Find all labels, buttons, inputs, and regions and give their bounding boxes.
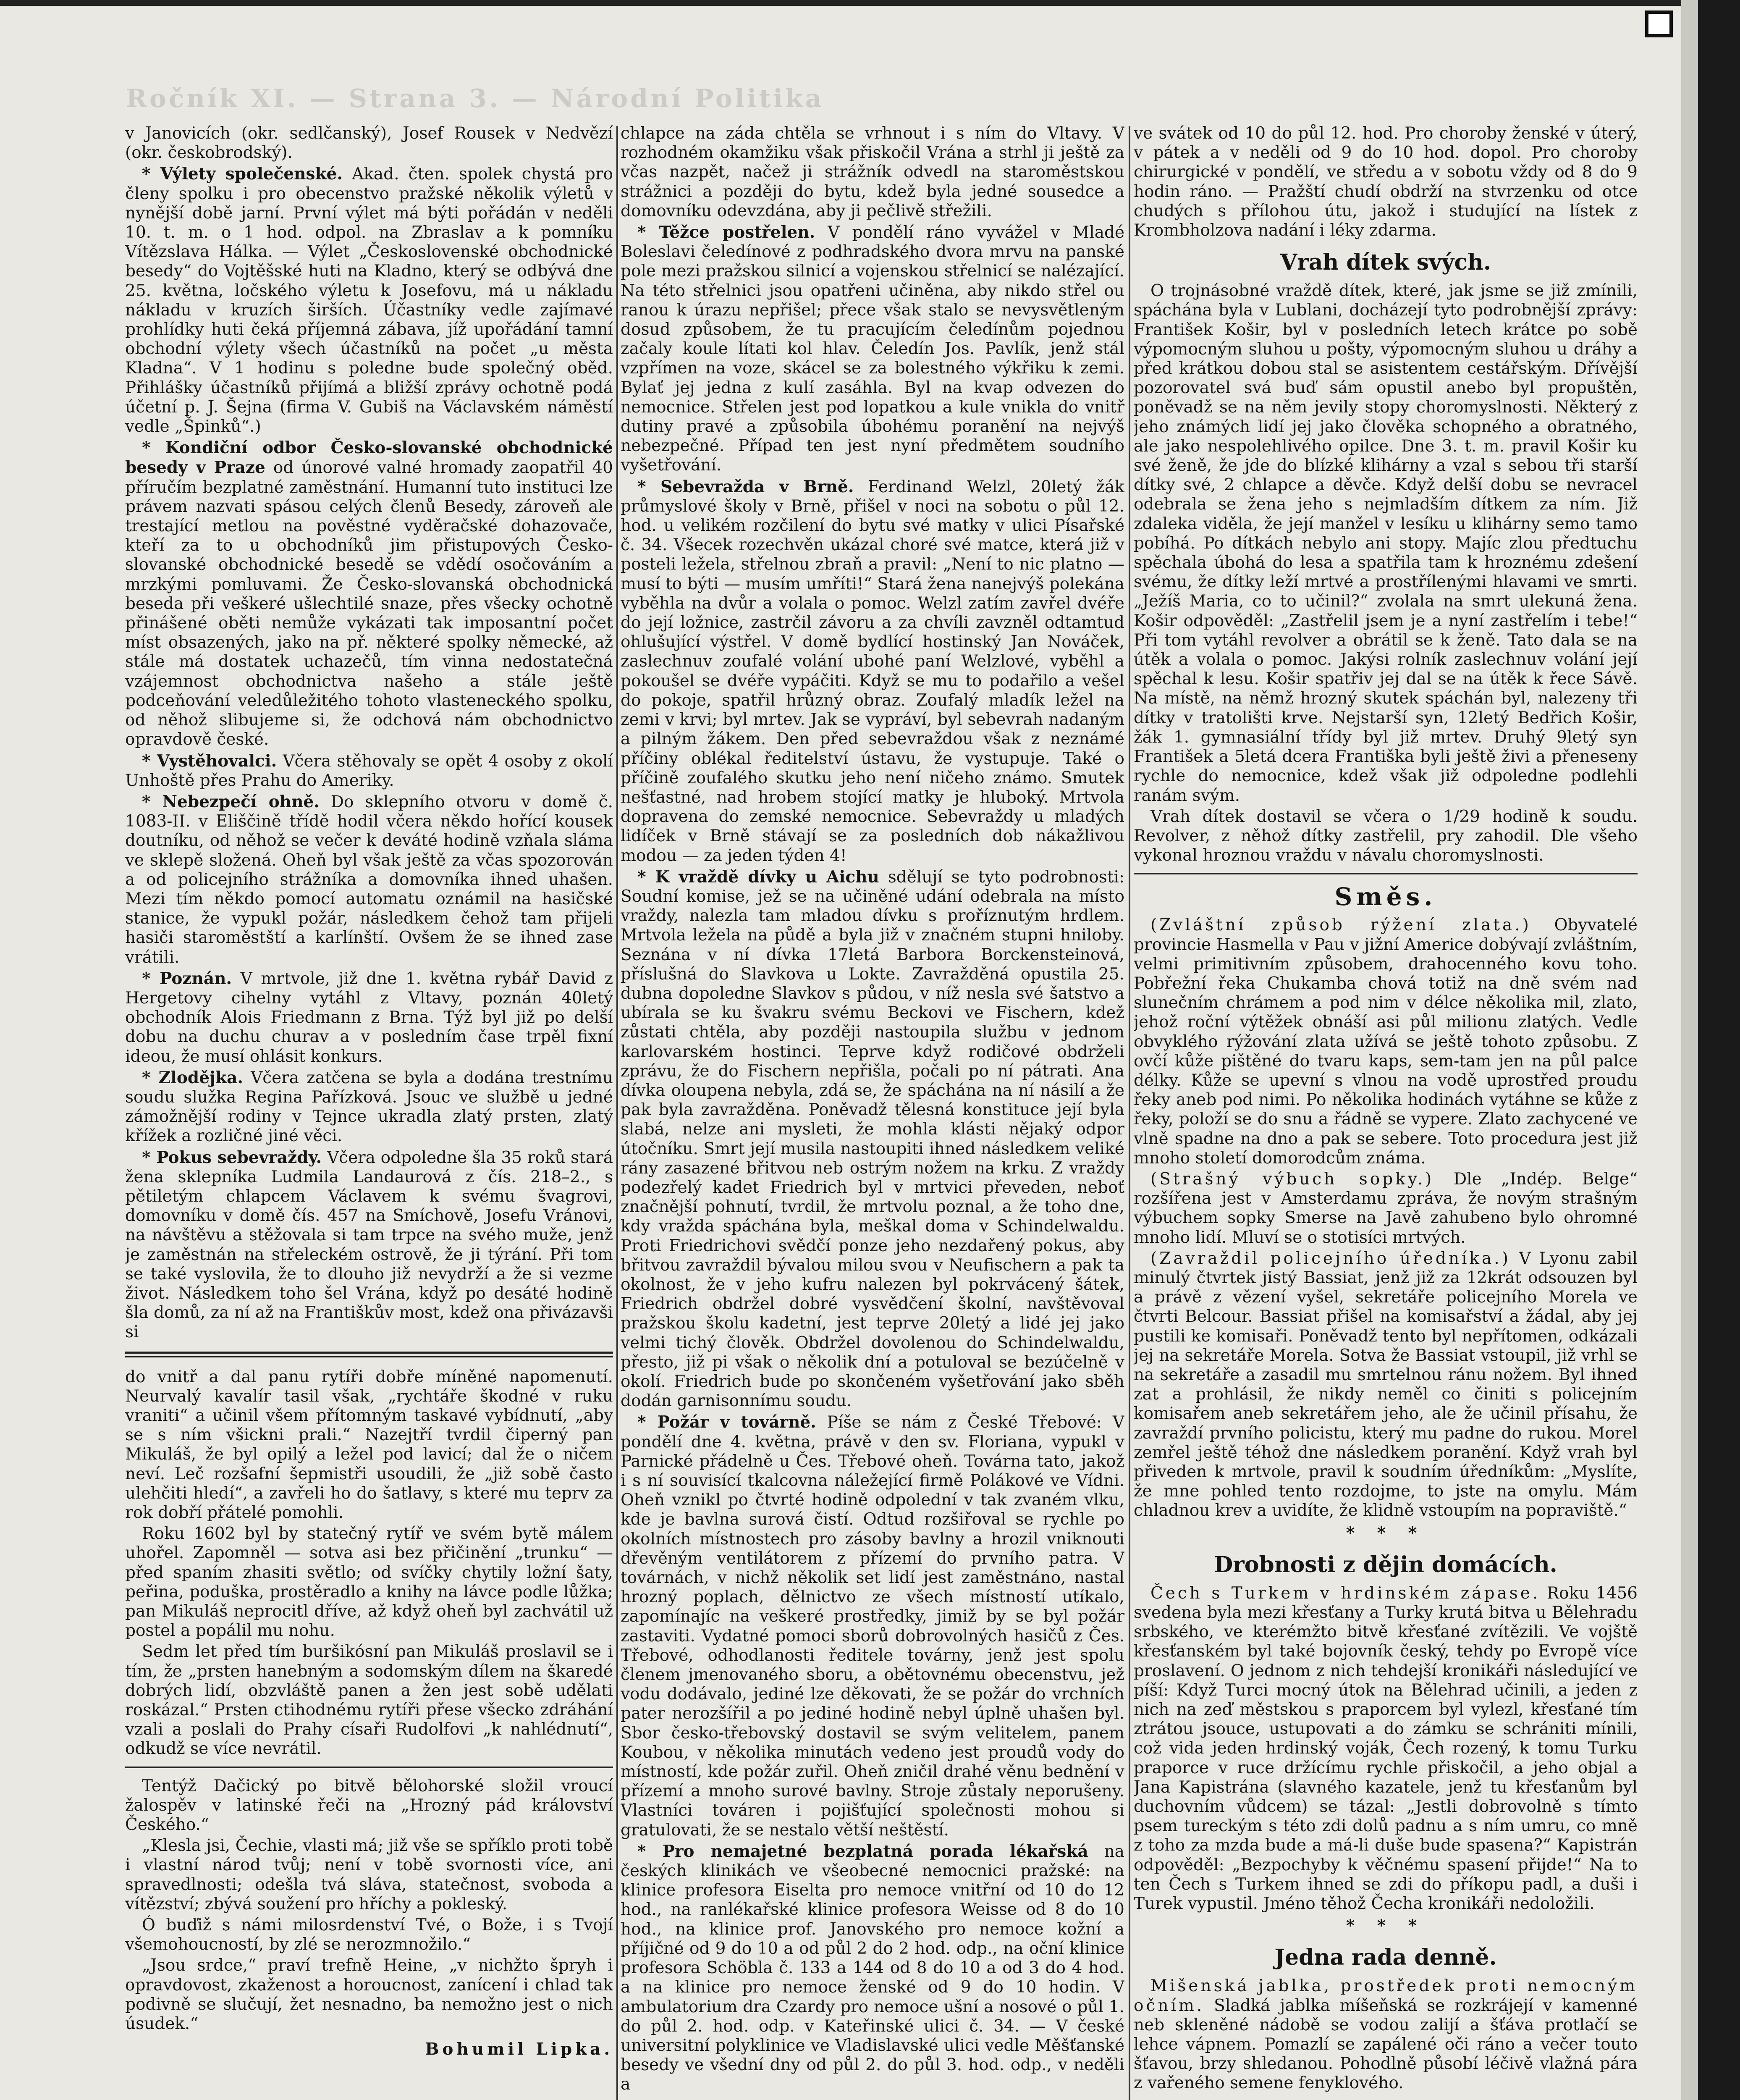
news-item-heading: * Pokus sebevraždy. (142, 1147, 322, 1167)
advice-item-heading: Mišenská jablka, prostředek proti nemocným očním. (1134, 1977, 1638, 2015)
news-item (621, 867, 1124, 1411)
misc-item-body: V Lyonu zabil minulý čtvrtek jistý Bassiat, jenž již za 12krát odsouzen byl a právě z vězení vyšel, sekretáře policejního Morela ve čtvrti Belcour. Bassiat přišel na komisařství a žádal, aby jej pustili ke komisaři. Poněvadž tento byl nepřítomen, odkázali jej na sekretáře Morela. Sotva že Bassiat vstoupil, již vrhl se na sekretáře a zasadil mu smrtelnou ránu nožem. Byl ihned zat a prohlásil, že nikdy neměl co činiti s policejním komisařem aneb sekretářem jeho, ale že učinil přísahu, že zavraždí prvního policistu, který mu padne do rukou. Morel zemřel ještě téhož dne následkem poranění. Když vrah byl přiveden k mrtvole, pravil k soudním úředníkům: „Myslíte, že mne pohled tento rozdojme, to jste na omylu. Mám chladnou krev a uvidíte, že klidně vstoupím na popraviště.“ (1134, 1249, 1638, 1520)
misc-item-heading: (Strašný výbuch sopky.) (1150, 1169, 1434, 1189)
section-stars: * * * (1346, 1916, 1426, 1936)
scan-gutter (1681, 0, 1698, 2100)
news-item-body: Akad. čten. spolek chystá pro členy spolku i pro obecenstvo pražské několik výletů v nynější době jarní. První výlet má býti pořádán v neděli 10. t. m. o 1 hod. odpol. na Zbraslav a k pomníku Vítězslava Hálka. — Výlet „Československé obchodnické besedy“ do Vojtěšské huti na Kladno, který se odbývá dne 25. května, ločského výletu k Josefovu, má u nákladu nákladu v kruzích širších. Účastníky vedle zajímavé prohlídky huti čeká příjemná zábava, jíž upořádání tamní obchodní výlety všech účastníků na počet „u města Kladna“. V 1 hodinu s poledne bude společný oběd. Přihlášky účastníků přijímá a bližší zprávy ochotně podá účetní p. J. Šejna (firma V. Gubiš na Václavském náměstí vedle „Špinků“.) (125, 165, 613, 436)
history-item-body: Roku 1456 svedena byla mezi křesťany a Turky krutá bitva u Bělehradu srbského, ve kterémžto bitvě křesťané zvítězili. Ve vojště křesťanském byl také bojovník český, tehdy po Evropě více proslavení. O jednom z nich tehdejší kronikáři následující ve píší: Když Turci mocný útok na Bělehrad učinili, a jeden z nich na zeď městskou s praporcem byl vylezl, křesťané tím ztrátou jsouce, ustupovati a do zámku se schrániti mínili, což vida jeden hrdinský voják, Čech rozený, k tomu Turku praporce v ruce držícímu rychle přiskočil, a jeho objal a Jana Kapistrána (slavného kazatele, jenž tu křesťanům byl duchovním vůdcem) se tázal: „Jestli dobrovolně s tímto psem tureckým s této zdi dolů padnu a s ním umru, co mně z toho za mzda bude a má-li duše bude spasena?“ Kapistrán odpověděl: „Bezpochyby k věčnému spasení přijde!“ Na to ten Čech s Turkem ihned se zdi do příkopu padl, a duši i Turek vypustil. Jméno těhož Čecha kronikáři nedoložili. (1134, 1583, 1638, 1914)
news-item-heading: * Vystěhovalci. (142, 751, 277, 771)
feuilleton-paragraph: do vnitř a dal panu rytíři dobře míněné napomenutí. Neurvalý kavalír tasil však, „rychtáře škodné v ruku vraniti“ a učinil všem přítomným taskavé vybídnutí, „aby se s ním všickni prali.“ Nazejtří tvrdil čiperný pan Mikuláš, že byl opilý a ležel pod lavicí; dal že o ničem neví. Leč rozšafní šepmistři usoudili, že „již sobě často ulehčiti hledí“, a zavřeli ho do šatlavy, s které mu teprv za rok dobří přátelé pomohli. (125, 1367, 613, 1522)
news-item (125, 1068, 613, 1146)
feuilleton-paragraph: Tentýž Dačický po bitvě bělohorské složil vroucí žalospěv v latinské řeči na „Hrozný pád království Českého.“ (125, 1776, 613, 1835)
news-item (125, 792, 613, 967)
news-item-body: Ferdinand Welzl, 20letý žák průmyslové školy v Brně, přišel v noci na sobotu o půl 12. hod. u velikém rozčilení do bytu své matky v ulici Písařské č. 34. Všecek rozechvěn ukázal choré své matce, která již v posteli ležela, střelnou zbraň a pravil: „Není to nic platno — musí to býti — musím umříti!“ Stará žena nanejvýš polekána vyběhla na dvůr a volala o pomoc. Welzl zatím zavřel dvéře do její ložnice, zastrčil závoru a za chvíli zavzněl odtamtud ohlušující výstřel. V domě bydlící hostinský Jan Nováček, zaslechnuv zoufalé volání ubohé paní Welzlové, vyběhl a pokoušel se dvéře vypáčiti. Když se mu to podařilo a vešel do pokoje, spatřil hrůzný obraz. Zoufalý mladík ležel na zemi v krvi; byl mrtev. Jak se vypráví, byl sebevrah nadaným a pilným žákem. Den před sebevraždou však z neznámé příčiny oblékal ředitelství ústavu, že vystupuje. Také o příčině zoufalého skutku jeho není ničeho známo. Smutek nešťastné, nad hrobem stojící matky je hluboký. Mrtvola dopravena do zemské nemocnice. Sebevraždy u mladých lidíček v Brně stávají se za posledních dob nákažlivou modou — za jeden týden 4! (621, 477, 1124, 865)
news-item-body: sdělují se tyto podrobnosti: Soudní komise, jež se na učiněné udání odebrala na místo vraždy, nalezla tam mladou dívku s proříznutým hrdlem. Mrtvola ležela na půdě a byla již v značném stupni hniloby. Seznána v ní dívka 17letá Barbora Borckensteinová, příslušná do Slavkova u Lokte. Zavražděná opustila 25. dubna dopoledne Slavkov s půdou, v níž nesla své šatstvo a ubírala se ku švakru svému Beckovi ve Fischern, kdež zůstati chtěla, aby později nastoupila službu v jednom karlovarském hostinci. Teprve když rodičové obdrželi zprávu, že do Fischern nepřišla, počali po ní pátrati. Ana dívka oloupena nebyla, zdá se, že spáchána na ní násilí a že pak byla zavražděna. Poněvadž tělesná konstituce její byla slabá, nelze ani mysleti, že mohla klásti nějaký odpor útočníku. Smrt její musila nastoupiti ihned následkem veliké rány zasazené břitvou neb ostrým nožem na krku. Z vraždy podezřelý kadet Friedrich byl v mrtvici převeden, neboť značnější pohnutí, tvrdil, že mrtvolu poznal, a že toho dne, kdy vražda spáchána byla, meškal doma v Schindelwaldu. Proti Friedrichovi svědčí ponze jeho nezdařený pokus, aby břitvou zavraždil bývalou milou svou v Neufischern a pak ta okolnost, že v jeho kufru nalezen byl pokrvácený šátek, Friedrich obdržel dobré vysvědčení školní, navštěvoval pražskou školu kadetní, jest teprve 20letý a lidé jej jako velmi tichý člověk. Obdržel dovolenou do Schindelwaldu, přesto, již pi však o několik dní a potuloval se bezúčelně v okolí. Friedrich bude po skončeném vyšetřování jako sběh dodán garnisonnímu soudu. (621, 867, 1124, 1411)
misc-item-body: Obyvatelé provincie Hasmella v Pau v jižní Americe dobývají zvláštním, velmi primitivním způsobem, drahocenného kovu toho. Pobřežní řeka Chukamba chová totiž na dně svém nad slunečním chrámem a pod nim v délce několika mil, zlato, jehož roční výtěžek obnáší asi půl milionu zlatých. Vedle obvyklého rýžování zlata užívá se ještě tohoto způsobu. Z ovčí kůže pištěné do tvaru kaps, sem-tam jen na půl palce délky. Kůže se upevní s vlnou na vodě uprostřed proudu řeky aneb pod nimi. Po několika hodinách vytáhne se kůže z řeky, položí se do snu a řádně se vypere. Zlato zachycené ve vlně spadne na dno a pak se sebere. Toto procedura jest již mnoho století domorodcům známa. (1134, 916, 1638, 1168)
news-item-body: Do sklepního otvoru v domě č. 1083-II. v Eliščině třídě hodil včera někdo hořící kousek doutníku, od něhož se večer k deváté hodině vzňala sláma ve sklepě složená. Oheň byl však ještě za včas spozorován a od policejního strážníka a domovníka ihned uhašen. Mezi tím někdo pomocí automatu oznámil na hasičské stanice, že vypukl požár, následkem čehož tam přijeli hasiči staroměstští a karlínští. Ovšem že se ihned zase vrátili. (125, 792, 613, 967)
news-item-heading: * Poznán. (142, 969, 232, 988)
column-rule-2 (1129, 126, 1130, 2100)
news-item-body: V pondělí ráno vyvážel v Mladé Boleslavi čeledínové z podhradského dvora mrvu na panské pole mezi pražskou silnicí a vojenskou střelnicí se nalézající. Na této střelnici jsou opatřeni učiněna, aby nikdo střel ou ranou k úrazu nepřišel; přece však stalo se nevysvětleným dosud způsobem, že tu pracujícím čeledínům pojednou začaly koule lítati kol hlav. Čeledín Jos. Pavlík, jenž stál vzpřímen na voze, skácel se za bolestného výkřiku k zemi. Bylať jej jedna z kulí zasáhla. Byl na kvap odvezen do nemocnice. Střelen jest pod lopatkou a kule vnikla do vnitř dutiny pravé a způsobila úbohému poranění na nejvýš nebezpečné. Případ ten jest nyní předmětem soudního vyšetřování. (621, 223, 1124, 475)
section-divider (125, 1767, 613, 1768)
column-rule-1 (616, 126, 618, 2100)
misc-item (1134, 1170, 1638, 1247)
news-item (621, 1412, 1124, 1840)
scan-corner-mark (1645, 10, 1673, 37)
feuilleton-paragraph: Roku 1602 byl by statečný rytíř ve svém bytě málem uhořel. Zapomněl — sotva asi bez přičinění „trunku“ — před spaním zhasiti světlo; od svíčky chytily ložní šaty, peřina, poduška, prostěradlo a knihy na lávce podle lůžka; pan Mikuláš neprocitl dříve, až když oheň byl zachvátil už postel a popálil mu nohu. (125, 1524, 613, 1641)
advice-item (1134, 1977, 1638, 2093)
section-title-rada: Jedna rada denně. (1274, 1945, 1497, 1971)
news-item: chlapce na záda chtěla se vrhnout i s ním do Vltavy. V rozhodném okamžiku však přiskočil Vrána a strhl ji ještě za včas nazpět, načež ji strážník odvedl na staroměstskou strážnici a později do bytu, kdež byla jedné sousedce a domovníku odevzdána, aby ji pečlivě střežili. (621, 124, 1124, 220)
news-item: ve svátek od 10 do půl 12. hod. Pro choroby ženské v úterý, v pátek a v neděli od 9 do 10 hod. dopol. Pro choroby chirurgické v pondělí, ve středu a v sobotu vždy od 8 do 9 hodin ráno. — Pražští chudí obdrží na stvrzenku od otce chudých s přílohou útu, jakož i studující na lístek z Krombholzova nadání i léky zdarma. (1134, 124, 1638, 240)
news-item (621, 1842, 1124, 2095)
article-paragraph: Vrah dítek dostavil se včera o 1/29 hodině k soudu. Revolver, z něhož dítky zastřelil, pry zahodil. Dle všeho vykonal hroznou vraždu v návalu choromyslnosti. (1134, 807, 1638, 865)
feuilleton-quote: „Klesla jsi, Čechie, vlasti má; již vše se spříklo proti tobě i vlastní národ tvůj; není v tobě svornosti více, ani spravedlnosti; odešla tvá sláva, statečnost, svoboda a vítězství; zbývá soužení pro hříchy a pokleský. (125, 1836, 613, 1914)
news-item (125, 1148, 613, 1342)
news-item-heading: * Výlety společenské. (142, 164, 343, 184)
news-item (621, 477, 1124, 866)
news-item-body: Včera odpoledne šla 35 roků stará žena sklepníka Ludmila Landaurová z čís. 218–2., s pětiletým chlapcem Václavem k svému švagrovi, domovníku v domě čís. 457 na Smíchově, Josefu Vránovi, na návštěvu a stěžovala si tam trpce na svého muže, jenž je zaměstnán na střeleckém ostrově, že ji týrání. Při tom se také vyslovila, že to dlouho již nevydrží a že si vezme život. Následkem toho šel Vrána, když po desáté hodině šla domů, za ní až na Františkův most, kdež ona přivázavši si (125, 1148, 613, 1342)
news-item-heading: * Požár v továrně. (637, 1412, 816, 1432)
scan-top-edge (0, 0, 1740, 6)
faded-header: Ročník XI. — Strana 3. — Národní Politika (126, 84, 824, 113)
news-item (125, 164, 613, 436)
news-item-heading: * Pro nemajetné bezplatná porada lékařská (637, 1841, 1088, 1861)
column-2 (621, 124, 1124, 2100)
news-item-body: na českých klinikách ve všeobecné nemocnici pražské: na klinice profesora Eiselta pro nemoce vnitřní od 10 do 12 hod., na ranlékařské klinice profesora Weisse od 8 do 10 hod., na klinice prof. Janovského pro nemoce kožní a příjičné od 9 do 10 a od půl 2 do 2 hod. odp., na oční klinice profesora Schöbla č. 133 a 144 od 8 do 10 a od 3 do 4 hod. a na klinice pro nemoce ženské od 9 do 10 hodin. V ambulatorium dra Czardy pro nemoce ušní a nosové o půl 1. do půl 2. hod. odp. v Kateřinské ulici č. 34. — V české universitní polyklinice ve Vladislavské ulici vedle Měšťanské besedy ve všední dny od půl 2. do půl 3. hod. odp., v neděli a (621, 1842, 1124, 2094)
section-title-smes: Směs. (1334, 882, 1437, 911)
advice-item-body: Sladká jablka míšeňská se rozkrájejí v kamenné neb skleněné nádobě se vodou zalijí a šťáva protlačí se lehce vápnem. Pomazlí se zapálené oči ráno a večer touto šťavou, brzy shledanou. Pohodlně působí léčivě vlažná pára z vařeného semene fenyklového. (1134, 1996, 1638, 2093)
column-3 (1134, 124, 1638, 2100)
article-paragraph: O trojnásobné vraždě dítek, které, jak jsme se již zmínili, spáchána byla v Lublani, docházejí tyto podrobnější zprávy: František Košir, byl v posledních letech krátce po sobě výpomocným sluhou u pošty, výpomocným sluhou u dráhy a před krátkou dobou stal se asistentem cestářským. Dřívější pozorovatel svá buď sám opustil anebo byl propuštěn, poněvadž se na něm jevily stopy choromyslnosti. Některý z jeho známých lidí jej jako člověka schopného a obratného, ale jako nespolehlivého opilce. Dne 3. t. m. pravil Košir ku své ženě, že jde do blízké klihárny a vzal s sebou tři starší dítky své, 2 chlapce a děvče. Když delší dobu se nevracel odebrala se žena jeho s nejmladším dítkem za ním. Již zdaleka viděla, že její manžel v lesíku u klihárny semo tamo pobíhá. Po dítkách nebylo ani stopy. Majíc zlou předtuchu spěchala úbohá do lesa a spatřila tam k hroznému zdešení svému, že dítky leží mrtvé a prostřílenými hlavami ve smrti. „Ježíš Maria, co to učinil?“ zvolala na smrt ulekuná žena. Košir odpověděl: „Zastřelil jsem je a nyní zastřelím i tebe!“ Při tom vytáhl revolver a obrátil se k ženě. Tato dala se na útěk a volala o pomoc. Jakýsi rolník zaslechnuv volání její spěchal k lesu. Košir spatřiv jej dal se na útěk k řece Sávě. Na místě, na němž hrozný skutek spáchán byl, nalezeny tři dítky v tratolišti krve. Nejstarší syn, 12letý Bedřich Košir, žák 1. gymnasiální třídy byl již mrtev. Druhý 9letý syn František a 5letá dcera Františka byli ještě živi a přeneseny rychle do nemocnice, kdež však již odpoledne podlehli ranám svým. (1134, 281, 1638, 805)
news-item-heading: * K vraždě dívky u Aichu (637, 867, 879, 887)
section-title-drobnosti: Drobnosti z dějin domácích. (1214, 1551, 1557, 1578)
article-title-vrah: Vrah dítek svých. (1280, 249, 1491, 276)
news-item-heading: * Sebevražda v Brně. (637, 477, 854, 496)
column-1 (125, 124, 613, 2100)
feuilleton-quote: „Jsou srdce,“ praví trefně Heine, „v nichžto špryh i opravdovost, zkaženost a horoucnost, zanícení i chlad tak podivně se slučují, žet nesnadno, ba nemožno jest o nich úsudek.“ (125, 1956, 613, 2034)
news-item (125, 969, 613, 1066)
news-item-heading: * Nebezpečí ohně. (142, 792, 320, 811)
misc-item (1134, 916, 1638, 1168)
news-item-heading: * Těžce postřelen. (637, 223, 815, 242)
history-item (1134, 1584, 1638, 1914)
section-divider (1134, 873, 1638, 874)
history-item-heading: Čech s Turkem v hrdinském zápase. (1150, 1583, 1541, 1603)
feuilleton-divider (125, 1352, 613, 1357)
feuilleton-quote: Ó buďiž s námi milosrdenství Tvé, o Bože, i s Tvojí všemohoucností, by zlé se nerozmnožilo.“ (125, 1916, 613, 1954)
news-item (125, 751, 613, 790)
news-item-body: Včera stěhovaly se opět 4 osoby z okolí Unhoště přes Prahu do Ameriky. (125, 751, 613, 790)
scan-right-edge (1698, 0, 1740, 2100)
news-item-body: od únorové valné hromady zaopatřil 40 příručím bezplatné zaměstnání. Humanní tuto instituci lze právem nazvati spásou celých členů Besedy, zároveň ale trestající metlou na pověstné vyděračské dohazovače, kteří za to u obchodníků jim přistupových Česko-slovanské obchodnické besedě se vdědí osočováním a mrzkými pomluvami. Že Česko-slovanská obchodnická beseda při veškeré ušlechtilé snaze, přes všecky ochotně přinášené oběti nemůže vykázati tak imposantní počet míst obsazených, jako na př. některé spolky německé, až stále má dostatek uchazečů, tím vinna nedostatečná vzájemnost obchodnictva našeho a stále ještě podceňování veledůležitého tohoto vlasteneckého spolku, od něhož slibujeme si, že odchová nám obchodnictvo opravdově české. (125, 458, 613, 749)
news-item: v Janovicích (okr. sedlčanský), Josef Rousek v Nedvězí (okr. českobrodský). (125, 124, 613, 163)
news-item (125, 438, 613, 749)
news-item-heading: * Zlodějka. (142, 1068, 243, 1087)
news-item-body: Píše se nám z České Třebové: V pondělí dne 4. května, právě v den sv. Floriana, vypukl v Parnické přádelně u Čes. Třebové oheň. Továrna tato, jakož i s ní souvisící tkalcovna náležející firmě Polákové ve Vídni. Oheň vznikl po čtvrté hodině odpolední v tak zvaném vlku, kde je bavlna surová čistí. Odtud rozšiřoval se rychle po okolních místnostech pro zásoby bavlny a hrozil vniknouti dřevěným ventilátorem z přízemí do prvního patra. V továrnách, v nichž několik set lidí jest zaměstnáno, nastal hrozný poplach, dělnictvo ze všech místností utíkalo, zapomínajíc na veškeré prostředky, jimiž by se byl požár zastaviti. Vydatné pomoci sborů dobrovolných hasičů z Čes. Třebové, odhodlanosti ředitele továrny, jenž jest spolu členem jmenovaného sboru, a obětovnému obecenstvu, jež vodu dodávalo, jediné lze děkovati, že se požár do vrchních pater nerozšířil a po jediné hodině nebyl úplně uhašen byl. Sbor česko-třebovský dostavil se svým velitelem, panem Koubou, v několika minutách vedeno jest proudů vody do místností, kde požár zuřil. Oheň zničil drahé věnu bednění v přízemí a mnoho surové bavlny. Stroje zůstaly neporušeny. Vlastníci továren i pojišťující společnosti mohou si gratulovati, že se nestalo větší neštěstí. (621, 1413, 1124, 1840)
section-stars: * * * (1346, 1523, 1426, 1543)
news-item (621, 223, 1124, 475)
feuilleton-paragraph: Sedm let před tím buršikósní pan Mikuláš proslavil se i tím, že „prsten hanebným a sodomským dílem na škaredé dobrých lidí, obzvláště panen a žen jest sobě udělati roskázal.“ Prsten ctihodnému rytíři přese všecko zdráhání vzali a poslali do Prahy císaři Rudolfovi „k nahlédnutí“, odkudž se více nevrátil. (125, 1642, 613, 1759)
misc-item-heading: (Zvláštní způsob rýžení zlata.) (1150, 916, 1531, 935)
news-item-heading: * Kondiční odbor Česko-slovanské obchodnické besedy v Praze (125, 438, 613, 478)
author-signature: Bohumil Lipka. (425, 2040, 613, 2059)
misc-item-heading: (Zavraždil policejního úředníka.) (1150, 1249, 1511, 1268)
misc-item-body: Dle „Indép. Belge“ rozšířena jest v Amsterdamu zpráva, že novým strašným výbuchem sopky Smerse na Javě zahubeno bylo ohromné mnoho lidí. Mluví se o stotisíci mrtvých. (1134, 1169, 1638, 1247)
news-item-body: V mrtvole, již dne 1. května rybář David z Hergetovy cihelny vytáhl z Vltavy, poznán 40letý obchodník Alois Friedmann z Brna. Týž byl již po delší dobu na duchu churav a v posledním čase trpěl fixní ideou, že musí ohlásit konkurs. (125, 969, 613, 1066)
news-item-body: Včera zatčena se byla a dodána trestnímu soudu služka Regina Pařízková. Jsouc ve službě u jedné zámožnější rodiny v Tejnce ukradla zlatý prsten, zlatý křížek a rozličné jiné věci. (125, 1068, 613, 1146)
misc-item (1134, 1249, 1638, 1521)
